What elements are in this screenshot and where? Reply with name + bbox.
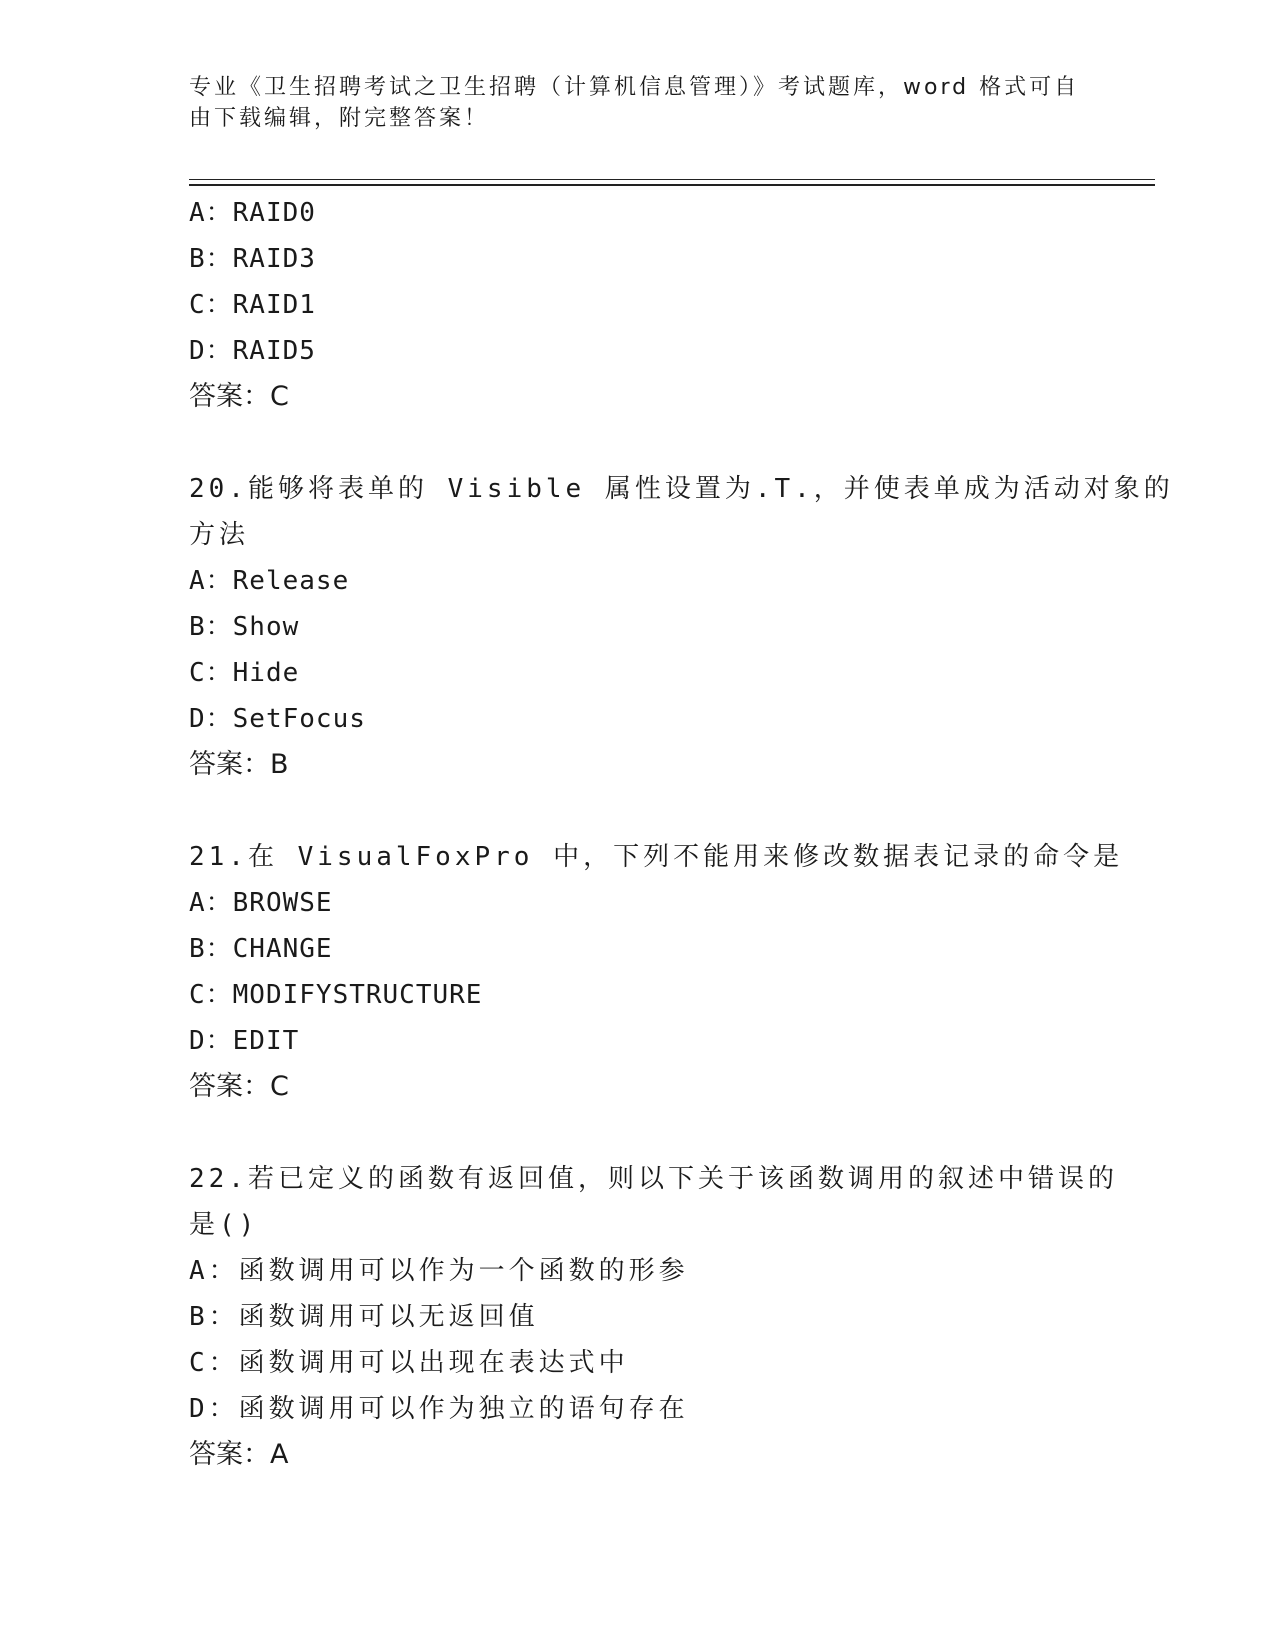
option-b: B：Show — [189, 612, 300, 642]
question-block-21 — [189, 834, 1124, 1110]
spacer — [189, 788, 1089, 834]
document-header — [189, 72, 1089, 134]
option-c: C：Hide — [189, 658, 300, 688]
option-b: B：RAID3 — [189, 244, 316, 274]
question-text-line-1: 22.若已定义的函数有返回值，则以下关于该函数调用的叙述中错误的 — [189, 1164, 1118, 1194]
option-d: D：函数调用可以作为独立的语句存在 — [189, 1394, 689, 1424]
option-c: C：RAID1 — [189, 290, 316, 320]
question-list — [189, 190, 1174, 1478]
question-block-19 — [189, 190, 1089, 420]
option-a: A：RAID0 — [189, 198, 316, 228]
option-d: D：SetFocus — [189, 704, 366, 734]
answer-line: 答案：C — [189, 381, 289, 412]
option-b: B：CHANGE — [189, 934, 333, 964]
option-b: B：函数调用可以无返回值 — [189, 1302, 539, 1332]
option-a: A：函数调用可以作为一个函数的形参 — [189, 1256, 689, 1286]
header-line-2: 由下载编辑，附完整答案！ — [189, 106, 490, 131]
question-text-line-2: 是() — [189, 1210, 259, 1240]
answer-line: 答案：A — [189, 1439, 289, 1470]
option-d: D：EDIT — [189, 1026, 300, 1056]
option-a: A：BROWSE — [189, 888, 333, 918]
answer-line: 答案：B — [189, 749, 289, 780]
question-text-line-1: 21.在 VisualFoxPro 中，下列不能用来修改数据表记录的命令是 — [189, 842, 1124, 872]
question-text-line-1: 20.能够将表单的 Visible 属性设置为.T.，并使表单成为活动对象的 — [189, 474, 1174, 504]
answer-line: 答案：C — [189, 1071, 289, 1102]
option-a: A：Release — [189, 566, 350, 596]
question-text-line-2: 方法 — [189, 520, 250, 550]
header-divider-thin — [189, 179, 1155, 180]
option-c: C：函数调用可以出现在表达式中 — [189, 1348, 629, 1378]
question-block-20 — [189, 466, 1174, 788]
header-divider-thick — [189, 184, 1155, 186]
spacer — [189, 420, 1089, 466]
spacer — [189, 1110, 1089, 1156]
header-line-1: 专业《卫生招聘考试之卫生招聘（计算机信息管理）》考试题库，word 格式可自 — [189, 75, 1080, 100]
option-d: D：RAID5 — [189, 336, 316, 366]
option-c: C：MODIFYSTRUCTURE — [189, 980, 483, 1010]
question-block-22 — [189, 1156, 1118, 1478]
